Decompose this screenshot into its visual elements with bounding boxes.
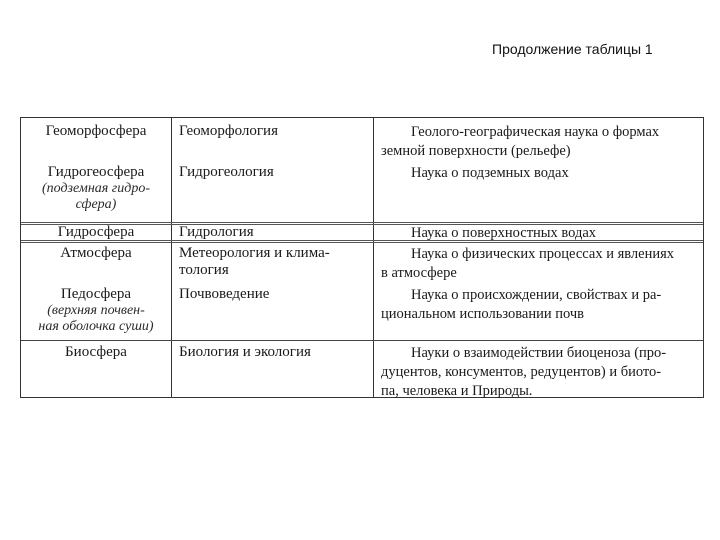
sphere-note: ная оболочка суши): [38, 319, 154, 334]
sphere-note: сфера): [75, 197, 117, 212]
sphere-name: Геоморфосфера: [45, 123, 147, 139]
table-row: [21, 123, 171, 140]
science-name: Гидрология: [179, 224, 254, 240]
science-name: Гидрогеология: [179, 164, 274, 180]
sphere-note: (подземная гидро-: [42, 181, 150, 196]
description: Геолого-географическая наука о формах земной поверхности (рельефе): [381, 124, 660, 159]
table-row: [21, 344, 171, 361]
science-name: Геоморфология: [179, 123, 278, 139]
description: Наука о происхождении, свойствах и ра- циональном использовании почв: [381, 287, 662, 322]
description: Наука о поверхностных водах: [411, 225, 597, 241]
table-row: [21, 164, 171, 213]
sphere-name: Педосфера: [60, 286, 132, 302]
table-row: [21, 286, 171, 335]
table-caption: Продолжение таблицы 1: [492, 41, 653, 57]
sphere-name: Гидрогеосфера: [47, 164, 145, 180]
science-name: Почвоведение: [179, 286, 270, 302]
table-row: [21, 245, 171, 262]
sphere-name: Биосфера: [65, 344, 127, 360]
column-divider: [373, 118, 374, 397]
description: Наука о подземных водах: [411, 165, 569, 181]
sphere-name: Атмосфера: [60, 245, 132, 261]
table-row: [21, 224, 171, 241]
description: Наука о физических процессах и явлениях в атмосфере: [381, 246, 675, 281]
sphere-note: (верхняя почвен-: [47, 303, 145, 318]
science-name: Биология и экология: [179, 344, 311, 360]
description: Науки о взаимодействии биоценоза (про- дуцентов, консументов, редуцентов) и биото- па, человека и Природы.: [381, 345, 667, 399]
row-divider: [21, 340, 703, 341]
science-name: Метеорология и клима- тология: [179, 245, 330, 278]
sciences-table: [20, 117, 704, 398]
column-divider: [171, 118, 172, 397]
sphere-name: Гидросфера: [57, 224, 135, 240]
